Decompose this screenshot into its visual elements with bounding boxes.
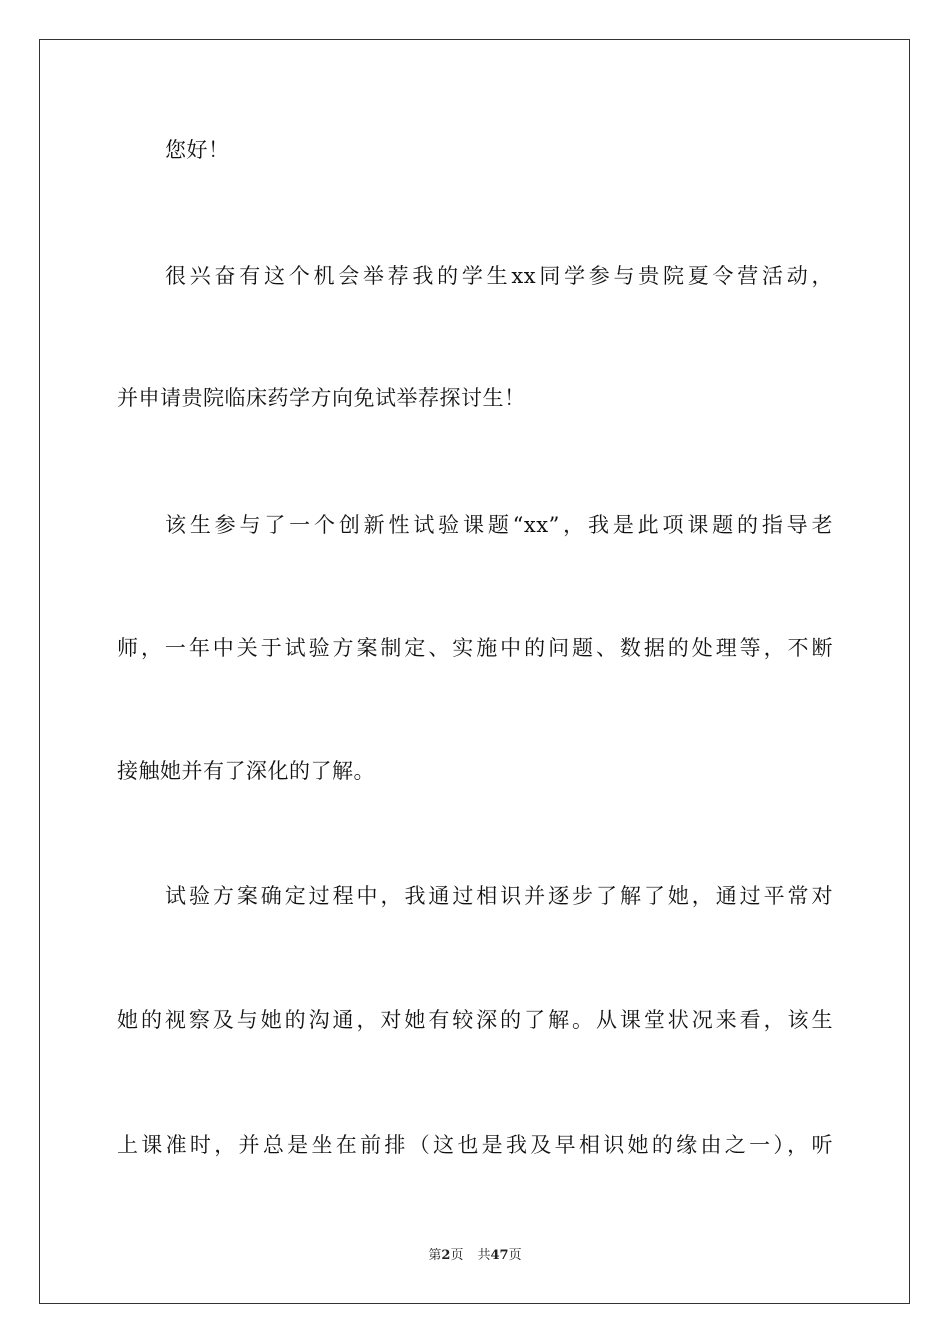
paragraph-line: 该生参与了一个创新性试验课题“xx”，我是此项课题的指导老: [165, 513, 833, 537]
paragraph-line-greeting: 您好！: [165, 138, 230, 162]
total-suffix: 页: [508, 1248, 522, 1263]
page-footer: [0, 1247, 950, 1265]
paragraph-line: 并申请贵院临床药学方向免试举荐探讨生！: [117, 386, 526, 410]
paragraph-line: 很兴奋有这个机会举荐我的学生xx同学参与贵院夏令营活动，: [165, 264, 833, 288]
paragraph-line: 她的视察及与她的沟通，对她有较深的了解。从课堂状况来看，该生: [117, 1008, 833, 1032]
page-number: 2: [441, 1248, 451, 1263]
paragraph-line: 师，一年中关于试验方案制定、实施中的问题、数据的处理等，不断: [117, 636, 833, 660]
page-suffix: 页: [450, 1248, 464, 1263]
paragraph-line: 接触她并有了深化的了解。: [117, 759, 375, 783]
page-prefix: 第: [428, 1248, 442, 1263]
paragraph-line: 试验方案确定过程中，我通过相识并逐步了解了她，通过平常对: [165, 884, 833, 908]
total-pages: 47: [490, 1248, 509, 1263]
paragraph-line: 上课准时，并总是坐在前排（这也是我及早相识她的缘由之一），听: [117, 1133, 833, 1157]
total-prefix: 共: [477, 1248, 491, 1263]
page-border: [39, 39, 910, 1304]
